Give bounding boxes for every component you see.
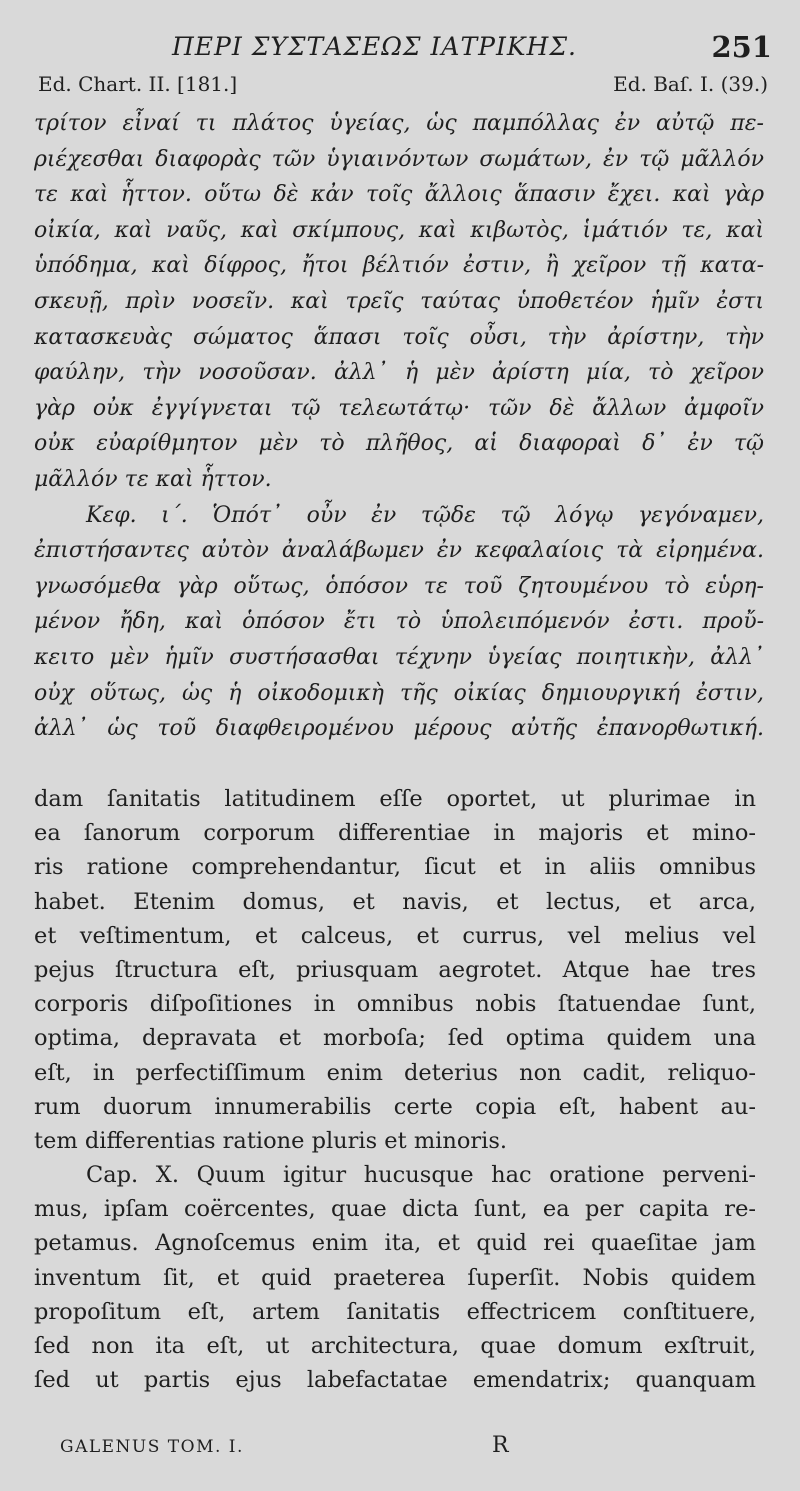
page-footer [60, 1433, 560, 1463]
greek-line: κειτο μὲν ἡμῖν συστήσασθαι τέχνην ὑγείας ποιητικὴν, ἀλλ᾽ [34, 644, 764, 670]
latin-line: tem differentias ratione pluris et minoris. [34, 1127, 508, 1154]
latin-text-block [34, 782, 756, 1397]
latin-line: habet. Etenim domus, et navis, et lectus, et arca, [34, 888, 756, 915]
greek-line: γὰρ οὐκ ἐγγίγνεται τῷ τελεωτάτῳ· τῶν δὲ ἄλλων ἀμφοῖν [34, 395, 764, 421]
greek-line: οὐκ εὐαρίθμητον μὲν τὸ πλῆθος, αἱ διαφοραὶ δ᾽ ἐν τῷ [34, 431, 764, 457]
latin-line: inventum ſit, et quid praeterea ſuperſit. Nobis quidem [34, 1264, 756, 1291]
latin-line: ſed non ita eſt, ut architectura, quae domum exſtruit, [34, 1333, 756, 1359]
latin-line: pejus ſtructura eſt, priusquam aegrotet. Atque hae tres [34, 956, 756, 983]
latin-chapter-heading-line: Cap. X. Quum igitur hucusque hac oratione perveni- [86, 1162, 756, 1189]
latin-line: ris ratione comprehendantur, ſicut et in aliis omnibus [34, 854, 756, 881]
greek-line: ριέχεσθαι διαφορὰς τῶν ὑγιαινόντων σωμάτων, ἐν τῷ μᾶλλόν [34, 146, 764, 172]
latin-line: propoſitum eſt, artem ſanitatis effectricem conſtituere, [34, 1298, 756, 1325]
greek-line: οὐχ οὕτως, ὡς ἡ οἰκοδομικὴ τῆς οἰκίας δημιουργική ἐστιν, [34, 680, 764, 706]
greek-line: φαύλην, τὴν νοσοῦσαν. ἀλλ᾽ ἡ μὲν ἀρίστη μία, τὸ χεῖρον [34, 360, 764, 386]
latin-line: ea ſanorum corporum differentiae in majoris et mino- [34, 820, 756, 847]
greek-line: μᾶλλόν τε καὶ ἧττον. [34, 466, 272, 492]
greek-line: τρίτον εἶναί τι πλάτος ὑγείας, ὡς παμπόλλας ἐν αὐτῷ πε- [34, 111, 764, 136]
running-title: ΠΕΡΙ ΣΥΣΤΑΣΕΩΣ ΙΑΤΡΙΚΗΣ. [172, 32, 577, 61]
greek-text-block [34, 106, 764, 747]
edition-reference-row [38, 72, 768, 102]
page-number: 251 [711, 30, 772, 64]
running-head [0, 28, 800, 68]
greek-line: οἰκία, καὶ ναῦς, καὶ σκίμπους, καὶ κιβωτὸς, ἱμάτιόν τε, καὶ [34, 217, 764, 243]
greek-line: ἀλλ᾽ ὡς τοῦ διαφθειρομένου μέρους αὐτῆς ἐπανορθωτική. [34, 716, 764, 742]
greek-line: σκευῇ, πρὶν νοσεῖν. καὶ τρεῖς ταύτας ὑποθετέον ἡμῖν ἐστι [34, 288, 764, 314]
latin-line: petamus. Agnoſcemus enim ita, et quid rei quaeſitae jam [34, 1230, 756, 1257]
greek-line: μένον ἤδη, καὶ ὁπόσον ἔτι τὸ ὑπολειπόμενόν ἐστι. προὔ- [34, 609, 764, 635]
latin-line: dam ſanitatis latitudinem eſſe oportet, ut plurimae in [34, 786, 756, 812]
latin-line: eſt, in perfectiſſimum enim deterius non cadit, reliquo- [34, 1059, 756, 1086]
edition-reference-chartier: Ed. Chart. II. [181.] [38, 72, 238, 96]
greek-chapter-heading-line: Κεφ. ι΄. Ὁπότ᾽ οὖν ἐν τῷδε τῷ λόγῳ γεγόναμεν, [86, 502, 764, 528]
latin-line: optima, depravata et morboſa; ſed optima quidem una [34, 1025, 756, 1052]
latin-line: corporis diſpoſitiones in omnibus nobis ſtatuendae ſunt, [34, 991, 756, 1018]
greek-line: γνωσόμεθα γὰρ οὕτως, ὁπόσον τε τοῦ ζητουμένου τὸ εὑρη- [34, 573, 764, 599]
greek-line: κατασκευὰς σώματος ἅπασι τοῖς οὖσι, τὴν ἀρίστην, τὴν [34, 324, 764, 350]
latin-line: mus, ipſam coërcentes, quae dicta ſunt, ea per capita re- [34, 1196, 756, 1223]
greek-line: τε καὶ ἧττον. οὕτω δὲ κἀν τοῖς ἄλλοις ἅπασιν ἔχει. καὶ γὰρ [34, 182, 764, 208]
edition-reference-basel: Ed. Baſ. I. (39.) [613, 72, 768, 96]
latin-line: ſed ut partis ejus labefactatae emendatrix; quanquam [34, 1367, 756, 1394]
latin-line: rum duorum innumerabilis certe copia eſt, habent au- [34, 1093, 756, 1120]
latin-line: et veſtimentum, et calceus, et currus, vel melius vel [34, 922, 756, 949]
greek-line: ὑπόδημα, καὶ δίφρος, ἤτοι βέλτιόν ἐστιν, ἢ χεῖρον τῇ κατα- [34, 253, 764, 279]
signature-label: GALENUS TOM. I. [60, 1437, 244, 1457]
greek-line: ἐπιστήσαντες αὐτὸν ἀναλάβωμεν ἐν κεφαλαίοις τὰ εἰρημένα. [34, 538, 764, 564]
signature-mark: R [492, 1433, 509, 1458]
